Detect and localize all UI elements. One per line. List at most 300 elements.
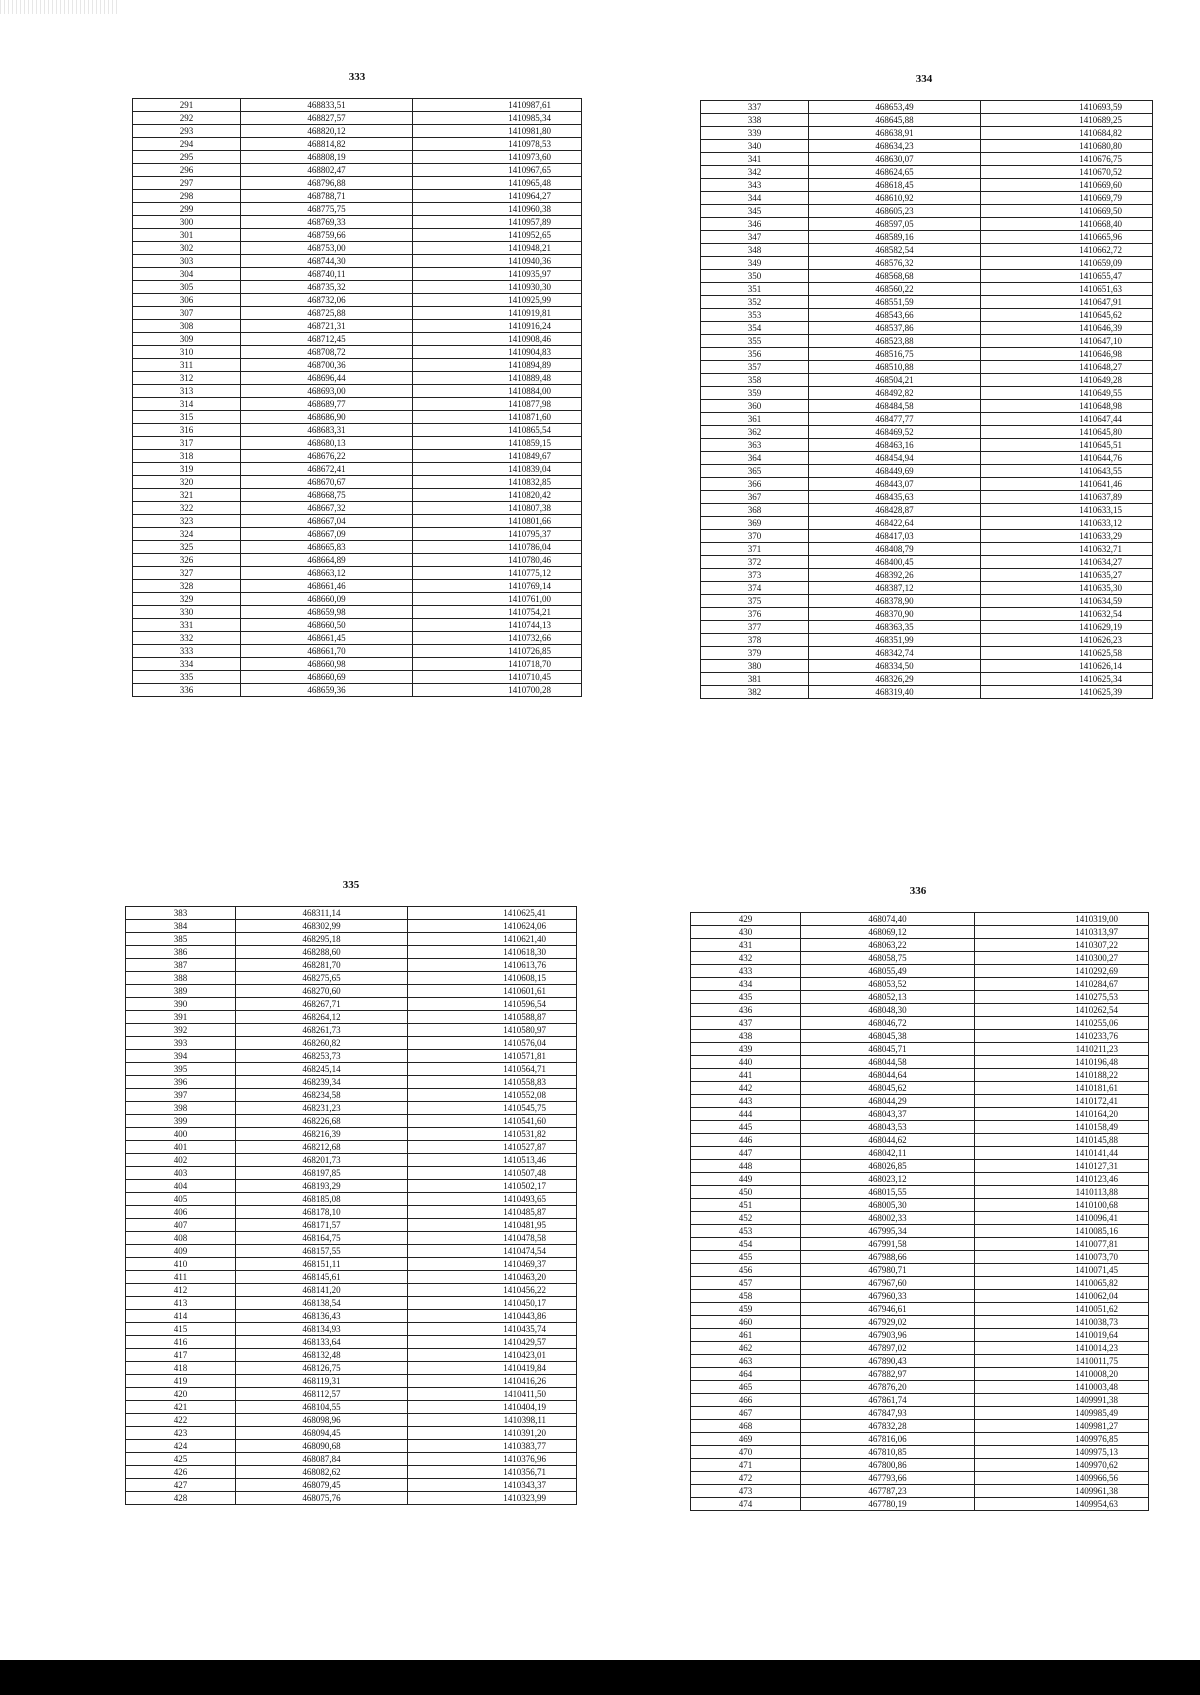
table-row [126,920,577,933]
point-number-cell: 415 [126,1323,236,1336]
y-coordinate-cell: 1410732,66 [413,632,582,645]
x-coordinate-cell: 468725,88 [241,307,413,320]
x-coordinate-cell: 468326,29 [809,673,981,686]
y-coordinate-cell: 1410564,71 [408,1063,577,1076]
x-coordinate-cell: 467903,96 [801,1329,975,1342]
point-number-cell: 462 [691,1342,801,1355]
y-coordinate-cell: 1410624,06 [408,920,577,933]
y-coordinate-cell: 1410647,91 [981,296,1153,309]
point-number-cell: 471 [691,1459,801,1472]
point-number-cell: 343 [701,179,809,192]
point-number-cell: 458 [691,1290,801,1303]
x-coordinate-cell: 468133,64 [236,1336,408,1349]
x-coordinate-cell: 468087,84 [236,1453,408,1466]
x-coordinate-cell: 468119,31 [236,1375,408,1388]
x-coordinate-cell: 468744,30 [241,255,413,268]
y-coordinate-cell: 1410646,39 [981,322,1153,335]
y-coordinate-cell: 1410659,09 [981,257,1153,270]
x-coordinate-cell: 468463,16 [809,439,981,452]
table-row [126,1063,577,1076]
point-number-cell: 294 [133,138,241,151]
x-coordinate-cell: 468630,07 [809,153,981,166]
x-coordinate-cell: 468363,35 [809,621,981,634]
point-number-cell: 334 [133,658,241,671]
y-coordinate-cell: 1410646,98 [981,348,1153,361]
table-row [133,554,582,567]
point-number-cell: 452 [691,1212,801,1225]
point-number-cell: 443 [691,1095,801,1108]
y-coordinate-cell: 1410233,76 [975,1030,1149,1043]
x-coordinate-cell: 468044,29 [801,1095,975,1108]
point-number-cell: 295 [133,151,241,164]
table-row [701,179,1153,192]
point-number-cell: 315 [133,411,241,424]
x-coordinate-cell: 468134,93 [236,1323,408,1336]
table-row [691,1251,1149,1264]
point-number-cell: 397 [126,1089,236,1102]
point-number-cell: 388 [126,972,236,985]
point-number-cell: 422 [126,1414,236,1427]
table-row [133,463,582,476]
y-coordinate-cell: 1410904,83 [413,346,582,359]
table-row [701,400,1153,413]
y-coordinate-cell: 1410513,46 [408,1154,577,1167]
point-number-cell: 346 [701,218,809,231]
x-coordinate-cell: 468661,70 [241,645,413,658]
x-coordinate-cell: 468260,82 [236,1037,408,1050]
x-coordinate-cell: 467861,74 [801,1394,975,1407]
table-row [126,1362,577,1375]
y-coordinate-cell: 1410849,67 [413,450,582,463]
point-number-cell: 385 [126,933,236,946]
point-number-cell: 424 [126,1440,236,1453]
table-row [133,580,582,593]
table-row [691,1134,1149,1147]
y-coordinate-cell: 1410625,39 [981,686,1153,699]
x-coordinate-cell: 468422,64 [809,517,981,530]
point-number-cell: 326 [133,554,241,567]
x-coordinate-cell: 468151,11 [236,1258,408,1271]
point-number-cell: 402 [126,1154,236,1167]
point-number-cell: 296 [133,164,241,177]
y-coordinate-cell: 1410588,87 [408,1011,577,1024]
table-row [701,270,1153,283]
point-number-cell: 372 [701,556,809,569]
x-coordinate-cell: 468537,86 [809,322,981,335]
y-coordinate-cell: 1410011,75 [975,1355,1149,1368]
y-coordinate-cell: 1410718,70 [413,658,582,671]
table-row [701,543,1153,556]
y-coordinate-cell: 1410571,81 [408,1050,577,1063]
point-number-cell: 411 [126,1271,236,1284]
table-row [691,1303,1149,1316]
point-number-cell: 356 [701,348,809,361]
point-number-cell: 386 [126,946,236,959]
point-number-cell: 457 [691,1277,801,1290]
y-coordinate-cell: 1410077,81 [975,1238,1149,1251]
x-coordinate-cell: 468045,71 [801,1043,975,1056]
x-coordinate-cell: 468788,71 [241,190,413,203]
x-coordinate-cell: 468058,75 [801,952,975,965]
table-row [126,1297,577,1310]
point-number-cell: 292 [133,112,241,125]
x-coordinate-cell: 468043,53 [801,1121,975,1134]
point-number-cell: 468 [691,1420,801,1433]
x-coordinate-cell: 468759,66 [241,229,413,242]
table-row [701,504,1153,517]
x-coordinate-cell: 468667,09 [241,528,413,541]
point-number-cell: 365 [701,465,809,478]
y-coordinate-cell: 1410832,85 [413,476,582,489]
y-coordinate-cell: 1410014,23 [975,1342,1149,1355]
page-number-335: 335 [342,879,360,891]
point-number-cell: 414 [126,1310,236,1323]
table-row [701,153,1153,166]
y-coordinate-cell: 1410761,00 [413,593,582,606]
x-coordinate-cell: 468516,75 [809,348,981,361]
x-coordinate-cell: 468261,73 [236,1024,408,1037]
point-number-cell: 333 [133,645,241,658]
x-coordinate-cell: 468055,49 [801,965,975,978]
x-coordinate-cell: 468295,18 [236,933,408,946]
point-number-cell: 450 [691,1186,801,1199]
table-row [691,1082,1149,1095]
y-coordinate-cell: 1410493,65 [408,1193,577,1206]
y-coordinate-cell: 1410669,60 [981,179,1153,192]
y-coordinate-cell: 1410481,95 [408,1219,577,1232]
point-number-cell: 302 [133,242,241,255]
x-coordinate-cell: 468477,77 [809,413,981,426]
x-coordinate-cell: 468052,13 [801,991,975,1004]
point-number-cell: 351 [701,283,809,296]
x-coordinate-cell: 468417,03 [809,530,981,543]
x-coordinate-cell: 468074,40 [801,913,975,926]
point-number-cell: 456 [691,1264,801,1277]
table-row [691,1355,1149,1368]
x-coordinate-cell: 468469,52 [809,426,981,439]
y-coordinate-cell: 1409966,56 [975,1472,1149,1485]
x-coordinate-cell: 467780,19 [801,1498,975,1511]
table-row [133,476,582,489]
x-coordinate-cell: 468234,58 [236,1089,408,1102]
table-row [701,686,1153,699]
point-number-cell: 395 [126,1063,236,1076]
table-row [133,268,582,281]
point-number-cell: 434 [691,978,801,991]
table-row [691,1394,1149,1407]
table-row [701,166,1153,179]
point-number-cell: 309 [133,333,241,346]
table-row [691,913,1149,926]
x-coordinate-cell: 467787,23 [801,1485,975,1498]
y-coordinate-cell: 1410423,01 [408,1349,577,1362]
y-coordinate-cell: 1410648,98 [981,400,1153,413]
x-coordinate-cell: 467847,93 [801,1407,975,1420]
point-number-cell: 423 [126,1427,236,1440]
page-number-333: 333 [348,71,366,83]
x-coordinate-cell: 468281,70 [236,959,408,972]
point-number-cell: 427 [126,1479,236,1492]
table-row [126,1167,577,1180]
y-coordinate-cell: 1410073,70 [975,1251,1149,1264]
x-coordinate-cell: 468660,50 [241,619,413,632]
x-coordinate-cell: 468667,04 [241,515,413,528]
point-number-cell: 412 [126,1284,236,1297]
y-coordinate-cell: 1410647,44 [981,413,1153,426]
y-coordinate-cell: 1410313,97 [975,926,1149,939]
point-number-cell: 313 [133,385,241,398]
x-coordinate-cell: 468672,41 [241,463,413,476]
table-row [701,335,1153,348]
table-row [126,1154,577,1167]
y-coordinate-cell: 1410930,30 [413,281,582,294]
y-coordinate-cell: 1410987,61 [413,99,582,112]
x-coordinate-cell: 468708,72 [241,346,413,359]
point-number-cell: 330 [133,606,241,619]
x-coordinate-cell: 468510,88 [809,361,981,374]
point-number-cell: 312 [133,372,241,385]
x-coordinate-cell: 468605,23 [809,205,981,218]
y-coordinate-cell: 1410507,48 [408,1167,577,1180]
point-number-cell: 420 [126,1388,236,1401]
y-coordinate-cell: 1410964,27 [413,190,582,203]
table-row [691,1459,1149,1472]
x-coordinate-cell: 468112,57 [236,1388,408,1401]
y-coordinate-cell: 1410935,97 [413,268,582,281]
point-number-cell: 409 [126,1245,236,1258]
y-coordinate-cell: 1410391,20 [408,1427,577,1440]
table-row [701,660,1153,673]
x-coordinate-cell: 468686,90 [241,411,413,424]
y-coordinate-cell: 1410158,49 [975,1121,1149,1134]
y-coordinate-cell: 1410051,62 [975,1303,1149,1316]
table-row [691,1407,1149,1420]
point-number-cell: 470 [691,1446,801,1459]
x-coordinate-cell: 468443,07 [809,478,981,491]
y-coordinate-cell: 1410665,96 [981,231,1153,244]
point-number-cell: 392 [126,1024,236,1037]
y-coordinate-cell: 1410443,86 [408,1310,577,1323]
x-coordinate-cell: 468079,45 [236,1479,408,1492]
y-coordinate-cell: 1410123,46 [975,1173,1149,1186]
x-coordinate-cell: 468392,26 [809,569,981,582]
x-coordinate-cell: 468342,74 [809,647,981,660]
y-coordinate-cell: 1410172,41 [975,1095,1149,1108]
x-coordinate-cell: 468435,63 [809,491,981,504]
point-number-cell: 304 [133,268,241,281]
table-row [126,1466,577,1479]
table-row [126,1128,577,1141]
table-row [701,582,1153,595]
table-row [126,1232,577,1245]
table-row [701,205,1153,218]
table-row [691,1277,1149,1290]
point-number-cell: 464 [691,1368,801,1381]
x-coordinate-cell: 468069,12 [801,926,975,939]
point-number-cell: 357 [701,361,809,374]
x-coordinate-cell: 468663,12 [241,567,413,580]
point-number-cell: 305 [133,281,241,294]
y-coordinate-cell: 1410211,23 [975,1043,1149,1056]
table-row [126,933,577,946]
table-row [691,1030,1149,1043]
y-coordinate-cell: 1410973,60 [413,151,582,164]
point-number-cell: 375 [701,595,809,608]
table-row [133,216,582,229]
x-coordinate-cell: 468104,55 [236,1401,408,1414]
y-coordinate-cell: 1410769,14 [413,580,582,593]
point-number-cell: 381 [701,673,809,686]
point-number-cell: 323 [133,515,241,528]
table-row [701,439,1153,452]
point-number-cell: 455 [691,1251,801,1264]
table-row [691,965,1149,978]
table-row [691,1472,1149,1485]
point-number-cell: 374 [701,582,809,595]
table-row [126,1401,577,1414]
x-coordinate-cell: 468171,57 [236,1219,408,1232]
scan-noise [0,0,120,14]
x-coordinate-cell: 468302,99 [236,920,408,933]
y-coordinate-cell: 1410127,31 [975,1160,1149,1173]
table-row [691,1160,1149,1173]
table-row [701,387,1153,400]
x-coordinate-cell: 467995,34 [801,1225,975,1238]
y-coordinate-cell: 1410552,08 [408,1089,577,1102]
table-row [701,491,1153,504]
y-coordinate-cell: 1410416,26 [408,1375,577,1388]
x-coordinate-cell: 468645,88 [809,114,981,127]
y-coordinate-cell: 1410383,77 [408,1440,577,1453]
table-row [701,530,1153,543]
point-number-cell: 366 [701,478,809,491]
table-row [691,1238,1149,1251]
table-row [133,541,582,554]
point-number-cell: 297 [133,177,241,190]
x-coordinate-cell: 468610,92 [809,192,981,205]
y-coordinate-cell: 1410807,38 [413,502,582,515]
y-coordinate-cell: 1410710,45 [413,671,582,684]
table-row [691,1095,1149,1108]
table-row [691,952,1149,965]
point-number-cell: 327 [133,567,241,580]
point-number-cell: 303 [133,255,241,268]
point-number-cell: 419 [126,1375,236,1388]
table-row [691,1381,1149,1394]
table-row [701,595,1153,608]
point-number-cell: 473 [691,1485,801,1498]
point-number-cell: 442 [691,1082,801,1095]
table-row [691,1485,1149,1498]
point-number-cell: 428 [126,1492,236,1505]
x-coordinate-cell: 468638,91 [809,127,981,140]
point-number-cell: 328 [133,580,241,593]
x-coordinate-cell: 468667,32 [241,502,413,515]
point-number-cell: 394 [126,1050,236,1063]
point-number-cell: 347 [701,231,809,244]
y-coordinate-cell: 1410196,48 [975,1056,1149,1069]
y-coordinate-cell: 1410775,12 [413,567,582,580]
x-coordinate-cell: 468015,55 [801,1186,975,1199]
y-coordinate-cell: 1410948,21 [413,242,582,255]
table-row [133,632,582,645]
table-row [691,1056,1149,1069]
table-row [701,322,1153,335]
table-row [701,452,1153,465]
table-row [691,1446,1149,1459]
point-number-cell: 399 [126,1115,236,1128]
table-row [701,283,1153,296]
y-coordinate-cell: 1410693,59 [981,101,1153,114]
x-coordinate-cell: 468126,75 [236,1362,408,1375]
x-coordinate-cell: 468136,43 [236,1310,408,1323]
table-row [126,1076,577,1089]
x-coordinate-cell: 468319,40 [809,686,981,699]
x-coordinate-cell: 468696,44 [241,372,413,385]
point-number-cell: 368 [701,504,809,517]
y-coordinate-cell: 1410859,15 [413,437,582,450]
point-number-cell: 363 [701,439,809,452]
point-number-cell: 446 [691,1134,801,1147]
y-coordinate-cell: 1410319,00 [975,913,1149,926]
y-coordinate-cell: 1410485,87 [408,1206,577,1219]
x-coordinate-cell: 468164,75 [236,1232,408,1245]
point-number-cell: 332 [133,632,241,645]
table-row [691,939,1149,952]
y-coordinate-cell: 1410669,50 [981,205,1153,218]
y-coordinate-cell: 1410908,46 [413,333,582,346]
y-coordinate-cell: 1410435,74 [408,1323,577,1336]
x-coordinate-cell: 468454,94 [809,452,981,465]
x-coordinate-cell: 468082,62 [236,1466,408,1479]
y-coordinate-cell: 1410957,89 [413,216,582,229]
point-number-cell: 417 [126,1349,236,1362]
x-coordinate-cell: 468311,14 [236,907,408,920]
y-coordinate-cell: 1410877,98 [413,398,582,411]
table-row [133,177,582,190]
table-row [701,517,1153,530]
table-row [133,450,582,463]
point-number-cell: 376 [701,608,809,621]
x-coordinate-cell: 468827,57 [241,112,413,125]
x-coordinate-cell: 468288,60 [236,946,408,959]
table-row [133,424,582,437]
x-coordinate-cell: 468270,60 [236,985,408,998]
x-coordinate-cell: 468597,05 [809,218,981,231]
point-number-cell: 472 [691,1472,801,1485]
point-number-cell: 370 [701,530,809,543]
y-coordinate-cell: 1410071,45 [975,1264,1149,1277]
y-coordinate-cell: 1410085,16 [975,1225,1149,1238]
table-row [133,164,582,177]
x-coordinate-cell: 468814,82 [241,138,413,151]
y-coordinate-cell: 1410625,41 [408,907,577,920]
y-coordinate-cell: 1410952,65 [413,229,582,242]
x-coordinate-cell: 468624,65 [809,166,981,179]
x-coordinate-cell: 468680,13 [241,437,413,450]
x-coordinate-cell: 468264,12 [236,1011,408,1024]
x-coordinate-cell: 468231,23 [236,1102,408,1115]
point-number-cell: 438 [691,1030,801,1043]
table-row [691,1212,1149,1225]
y-coordinate-cell: 1410181,61 [975,1082,1149,1095]
table-row [133,99,582,112]
x-coordinate-cell: 468676,22 [241,450,413,463]
x-coordinate-cell: 467882,97 [801,1368,975,1381]
y-coordinate-cell: 1410356,71 [408,1466,577,1479]
point-number-cell: 324 [133,528,241,541]
table-row [126,972,577,985]
